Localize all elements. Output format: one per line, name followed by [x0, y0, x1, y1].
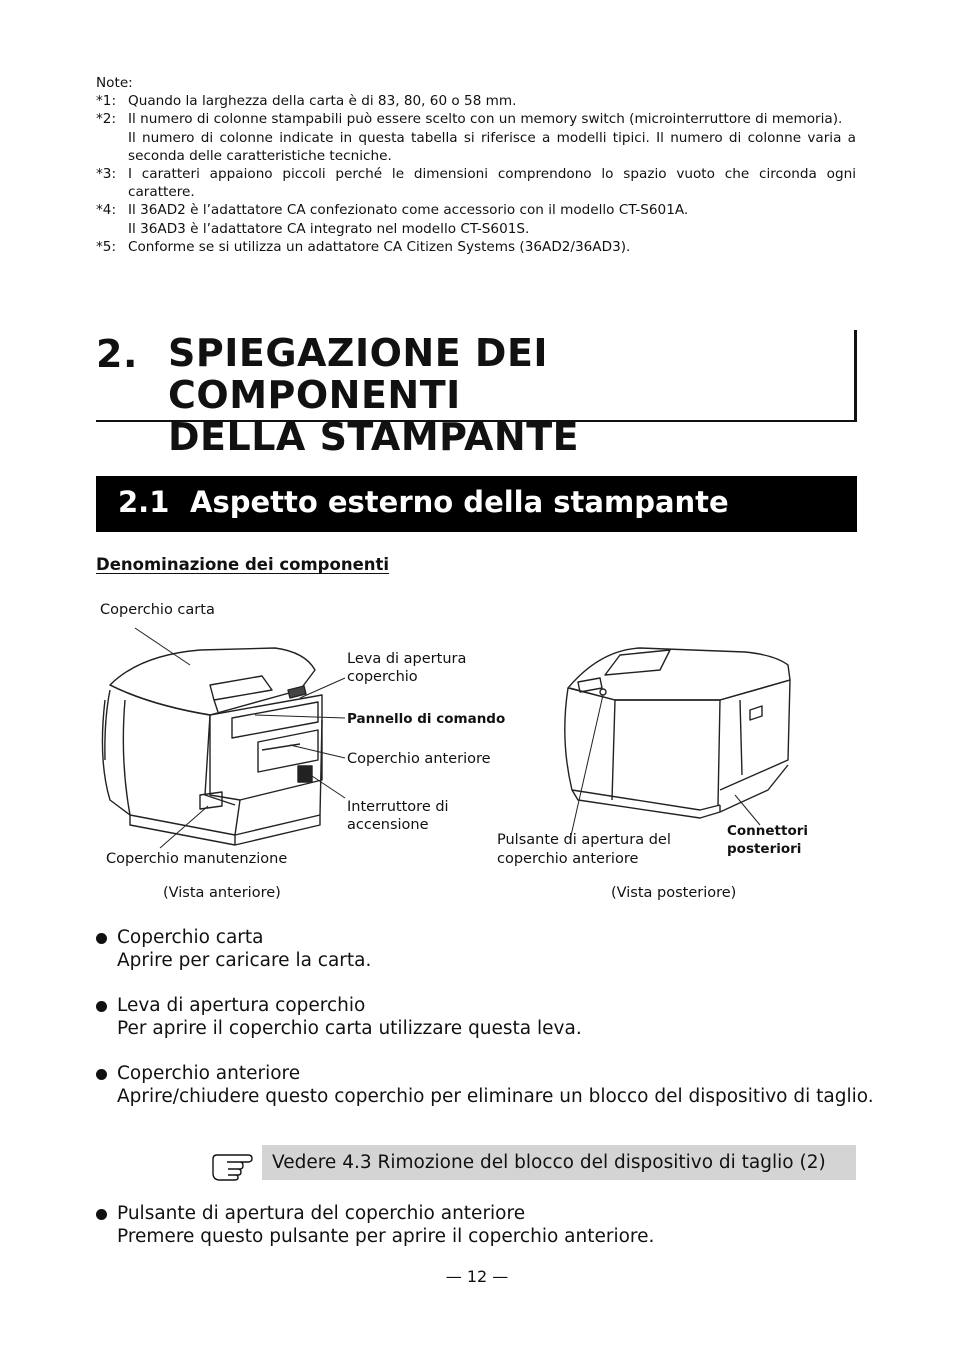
note-marker: *4: [96, 202, 117, 219]
section-heading [96, 476, 857, 532]
notes-heading: Note: [96, 75, 133, 91]
note-marker: *3: [96, 166, 117, 183]
note-item [96, 201, 856, 237]
note-item [96, 110, 856, 165]
caption-vista-anteriore: (Vista anteriore) [163, 885, 281, 901]
label-pulsante-line1: Pulsante di apertura del [497, 832, 671, 848]
bullet-desc: Aprire/chiudere questo coperchio per eliminare un blocco del dispositivo di taglio. [117, 1086, 874, 1107]
bullet-title: Leva di apertura coperchio [117, 995, 366, 1016]
label-coperchio-carta: Coperchio carta [100, 602, 215, 618]
section-title: Aspetto esterno della stampante [190, 485, 729, 519]
note-text: Quando la larghezza della carta è di 83, 80, 60 o 58 mm. [128, 93, 517, 110]
bullet-title: Coperchio carta [117, 927, 264, 948]
chapter-title [168, 332, 854, 458]
chapter-heading [96, 330, 857, 459]
bullet-dot-icon [96, 1069, 107, 1080]
rear-view-printer [565, 648, 790, 818]
bullet-dot-icon [96, 933, 107, 944]
label-leva-line2: coperchio [347, 669, 418, 685]
reference-box [262, 1145, 856, 1180]
subsection-heading: Denominazione dei componenti [96, 555, 390, 574]
label-interruttore-line1: Interruttore di [347, 799, 449, 815]
notes-block [96, 74, 856, 256]
note-text: Il 36AD3 è l’adattatore CA integrato nel modello CT-S601S. [128, 220, 530, 237]
note-text: Conforme se si utilizza un adattatore CA Citizen Systems (36AD2/36AD3). [128, 238, 631, 255]
note-item [96, 165, 856, 201]
note-item [96, 238, 856, 256]
note-text: I caratteri appaiono piccoli perché le dimensioni comprendono lo spazio vuoto che circonda ogni carattere. [128, 166, 856, 201]
note-item [96, 92, 856, 110]
bullet-title: Coperchio anteriore [117, 1063, 301, 1084]
section-number: 2.1 [118, 485, 170, 519]
label-pannello-comando: Pannello di comando [347, 711, 506, 727]
note-marker: *2: [96, 111, 117, 128]
chapter-title-line: DELLA STAMPANTE [168, 415, 580, 459]
label-pulsante-line2: coperchio anteriore [497, 851, 639, 867]
note-marker: *1: [96, 93, 117, 110]
label-connettori-line1: Connettori [727, 823, 809, 839]
label-connettori-line2: posteriori [727, 841, 802, 857]
note-text: Il numero di colonne stampabili può essere scelto con un memory switch (microinterruttore di memoria). [128, 111, 843, 128]
bullet-title: Pulsante di apertura del coperchio anteriore [117, 1203, 526, 1224]
front-view-printer [102, 648, 322, 845]
bullet-desc: Per aprire il coperchio carta utilizzare questa leva. [117, 1018, 582, 1039]
label-leva-line1: Leva di apertura [347, 651, 467, 667]
bullet-desc: Premere questo pulsante per aprire il coperchio anteriore. [117, 1226, 655, 1247]
page-number: — 12 — [445, 1267, 509, 1286]
caption-vista-posteriore: (Vista posteriore) [611, 885, 737, 901]
note-text: Il numero di colonne indicate in questa tabella si riferisce a modelli tipici. Il numero di colonne varia a seconda delle caratteristiche tecniche. [128, 129, 856, 164]
bullet-desc: Aprire per caricare la carta. [117, 950, 372, 971]
chapter-title-line: SPIEGAZIONE DEI COMPONENTI [168, 331, 549, 417]
pointing-hand-icon [210, 1145, 260, 1181]
chapter-number: 2. [96, 332, 138, 376]
bullet-dot-icon [96, 1001, 107, 1012]
label-interruttore-line2: accensione [347, 817, 429, 833]
label-coperchio-anteriore: Coperchio anteriore [347, 751, 491, 767]
note-marker: *5: [96, 238, 117, 255]
note-text: Il 36AD2 è l’adattatore CA confezionato come accessorio con il modello CT-S601A. [128, 202, 689, 219]
label-coperchio-manutenzione: Coperchio manutenzione [106, 851, 288, 867]
reference-text: Vedere 4.3 Rimozione del blocco del dispositivo di taglio (2) [272, 1152, 826, 1173]
bullet-dot-icon [96, 1209, 107, 1220]
